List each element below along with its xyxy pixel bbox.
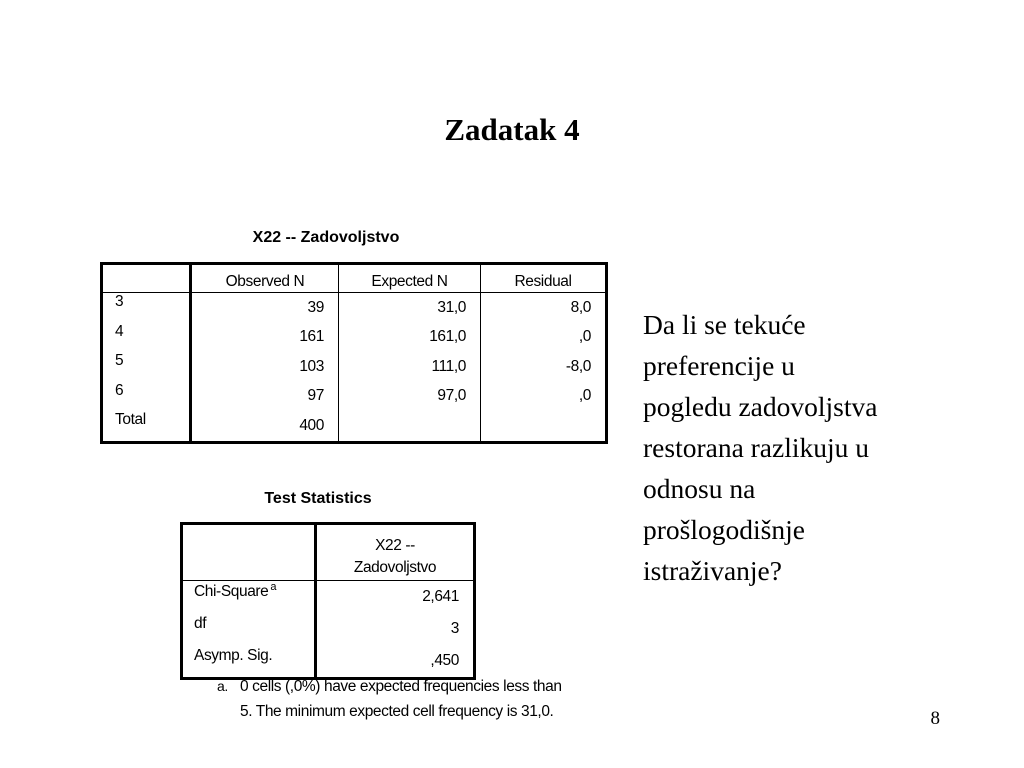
observed-cell: 400: [191, 411, 339, 442]
header-variable-line1: X22 --: [375, 537, 415, 554]
residual-cell: ,0: [578, 328, 591, 346]
table-row: [102, 323, 607, 353]
row-label: 4: [102, 323, 191, 353]
question-line: Da li se tekuće: [643, 309, 806, 340]
question-line: odnosu na: [643, 473, 756, 504]
expected-cell: 31,0: [339, 293, 481, 323]
row-label-text: Chi-Square: [194, 583, 269, 600]
footnote-line: 0 cells (,0%) have expected frequencies less than: [240, 678, 562, 695]
footnote-text: [240, 674, 700, 724]
row-label: 5: [102, 352, 191, 382]
expected-cell: [339, 411, 481, 442]
row-label: [182, 581, 316, 614]
value-cell: ,450: [430, 652, 459, 669]
row-label: Asymp. Sig.: [182, 645, 316, 679]
header-observed-n: Observed N: [191, 264, 339, 293]
question-line: istraživanje?: [643, 555, 782, 586]
observed-cell: 161: [191, 323, 339, 353]
footnote-line: 5. The minimum expected cell frequency is 31,0.: [240, 703, 554, 720]
frequencies-table-title: X22 -- Zadovoljstvo: [252, 229, 400, 246]
question-line: prošlogodišnje: [643, 514, 805, 545]
residual-cell: 8,0: [570, 298, 591, 316]
header-blank: [102, 264, 191, 293]
question-text: [643, 304, 983, 591]
header-residual: Residual: [481, 264, 607, 293]
row-label: 6: [102, 382, 191, 412]
question-line: preferencije u: [643, 350, 795, 381]
row-label: Total: [102, 411, 191, 442]
row-label: df: [182, 613, 316, 645]
observed-cell: 97: [191, 382, 339, 412]
table-row-total: [102, 411, 607, 442]
expected-cell: 97,0: [339, 382, 481, 412]
residual-cell: ,0: [578, 387, 591, 405]
test-statistics-title: Test Statistics: [264, 490, 372, 507]
footnote-marker: a.: [217, 678, 228, 694]
page-number: 8: [930, 708, 940, 729]
table-row: [182, 613, 475, 645]
observed-cell: 103: [191, 352, 339, 382]
question-line: pogledu zadovoljstva: [643, 391, 878, 422]
value-cell: 2,641: [422, 588, 459, 605]
table-row: [102, 293, 607, 323]
header-blank: [182, 524, 316, 581]
residual-cell: -8,0: [565, 357, 591, 375]
expected-cell: 161,0: [339, 323, 481, 353]
frequencies-table: [100, 262, 608, 444]
header-variable: [316, 524, 475, 581]
table-row: [102, 352, 607, 382]
table-row: [182, 581, 475, 614]
expected-cell: 111,0: [339, 352, 481, 382]
header-variable-line2: Zadovoljstvo: [353, 559, 437, 576]
footnote-superscript: a: [270, 581, 277, 593]
table-row: [102, 382, 607, 412]
test-statistics-header-row: [182, 524, 475, 581]
test-statistics-table: [180, 522, 476, 680]
value-cell: 3: [450, 620, 459, 637]
frequencies-header-row: [102, 264, 607, 293]
header-expected-n: Expected N: [339, 264, 481, 293]
residual-cell: [481, 411, 607, 442]
row-label: 3: [102, 293, 191, 323]
slide-title: Zadatak 4: [444, 112, 580, 147]
observed-cell: 39: [191, 293, 339, 323]
question-line: restorana razlikuju u: [643, 432, 870, 463]
